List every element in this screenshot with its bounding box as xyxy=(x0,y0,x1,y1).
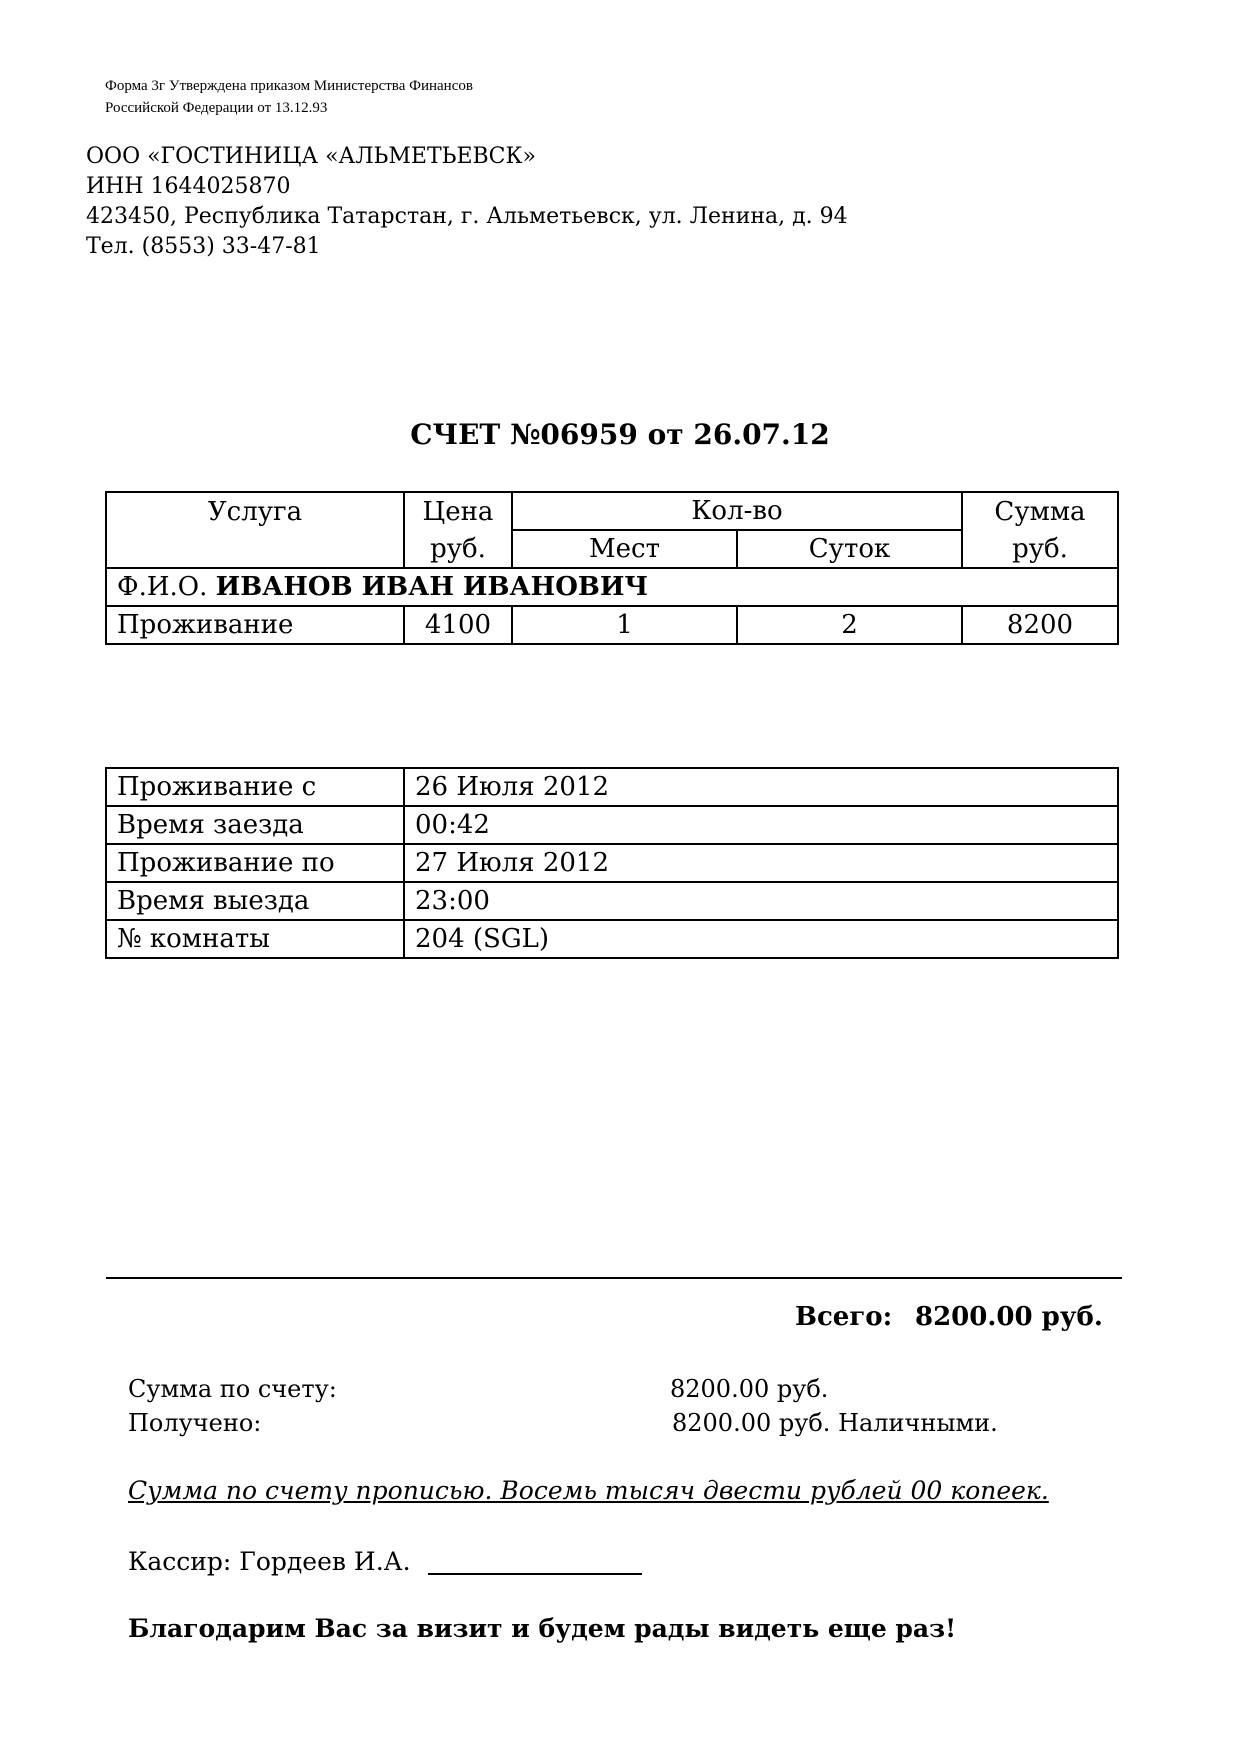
stay-value: 27 Июля 2012 xyxy=(404,844,1118,882)
stay-table xyxy=(105,767,1119,959)
header-sum-unit: руб. xyxy=(962,530,1118,568)
header-days: Суток xyxy=(737,530,962,568)
invoice-sum-label: Сумма по счету: xyxy=(128,1375,337,1403)
stay-value: 00:42 xyxy=(404,806,1118,844)
organization-address: 423450, Республика Татарстан, г. Альметьевск, ул. Ленина, д. 94 xyxy=(86,204,848,229)
guest-name: ИВАНОВ ИВАН ИВАНОВИЧ xyxy=(215,572,649,602)
form-note xyxy=(105,75,473,119)
table-row xyxy=(106,768,1118,806)
stay-label: № комнаты xyxy=(106,920,404,958)
service-cell: Проживание xyxy=(106,606,404,644)
stay-label: Время выезда xyxy=(106,882,404,920)
invoice-sum-value: 8200.00 руб. xyxy=(670,1375,829,1403)
header-service: Услуга xyxy=(106,492,404,530)
guest-label: Ф.И.О. xyxy=(117,572,208,602)
stay-label: Проживание по xyxy=(106,844,404,882)
stay-label: Время заезда xyxy=(106,806,404,844)
signature-line xyxy=(428,1573,642,1575)
guest-row xyxy=(106,568,1118,606)
services-table xyxy=(105,491,1119,645)
organization-block xyxy=(86,142,848,262)
organization-inn: ИНН 1644025870 xyxy=(86,174,291,199)
organization-name: ООО «ГОСТИНИЦА «АЛЬМЕТЬЕВСК» xyxy=(86,144,537,169)
form-note-line2: Российской Федерации от 13.12.93 xyxy=(105,100,328,116)
price-cell: 4100 xyxy=(404,606,512,644)
total-value: 8200.00 руб. xyxy=(915,1302,1103,1332)
total-label: Всего: xyxy=(795,1302,893,1332)
sum-cell: 8200 xyxy=(962,606,1118,644)
stay-value: 23:00 xyxy=(404,882,1118,920)
header-price-unit: руб. xyxy=(404,530,512,568)
stay-value: 204 (SGL) xyxy=(404,920,1118,958)
divider xyxy=(106,1277,1122,1279)
table-row xyxy=(106,920,1118,958)
header-places: Мест xyxy=(512,530,737,568)
received-value: 8200.00 руб. Наличными. xyxy=(672,1409,998,1437)
header-service-empty xyxy=(106,530,404,568)
header-price: Цена xyxy=(404,492,512,530)
table-row xyxy=(106,844,1118,882)
header-sum: Сумма xyxy=(962,492,1118,530)
places-cell: 1 xyxy=(512,606,737,644)
stay-label: Проживание с xyxy=(106,768,404,806)
days-cell: 2 xyxy=(737,606,962,644)
amount-in-words: Сумма по счету прописью. Восемь тысяч двести рублей 00 копеек. xyxy=(128,1476,1049,1505)
received-label: Получено: xyxy=(128,1409,262,1437)
form-note-line1: Форма 3г Утверждена приказом Министерства Финансов xyxy=(105,78,473,94)
header-quantity: Кол-во xyxy=(512,492,962,530)
invoice-title: СЧЕТ №06959 от 26.07.12 xyxy=(410,418,830,451)
thanks-message: Благодарим Вас за визит и будем рады видеть еще раз! xyxy=(128,1614,957,1643)
stay-value: 26 Июля 2012 xyxy=(404,768,1118,806)
organization-phone: Тел. (8553) 33-47-81 xyxy=(86,234,321,259)
table-row xyxy=(106,806,1118,844)
cashier: Кассир: Гордеев И.А. xyxy=(128,1547,411,1576)
total-line xyxy=(795,1302,1103,1332)
table-row xyxy=(106,606,1118,644)
table-row xyxy=(106,882,1118,920)
